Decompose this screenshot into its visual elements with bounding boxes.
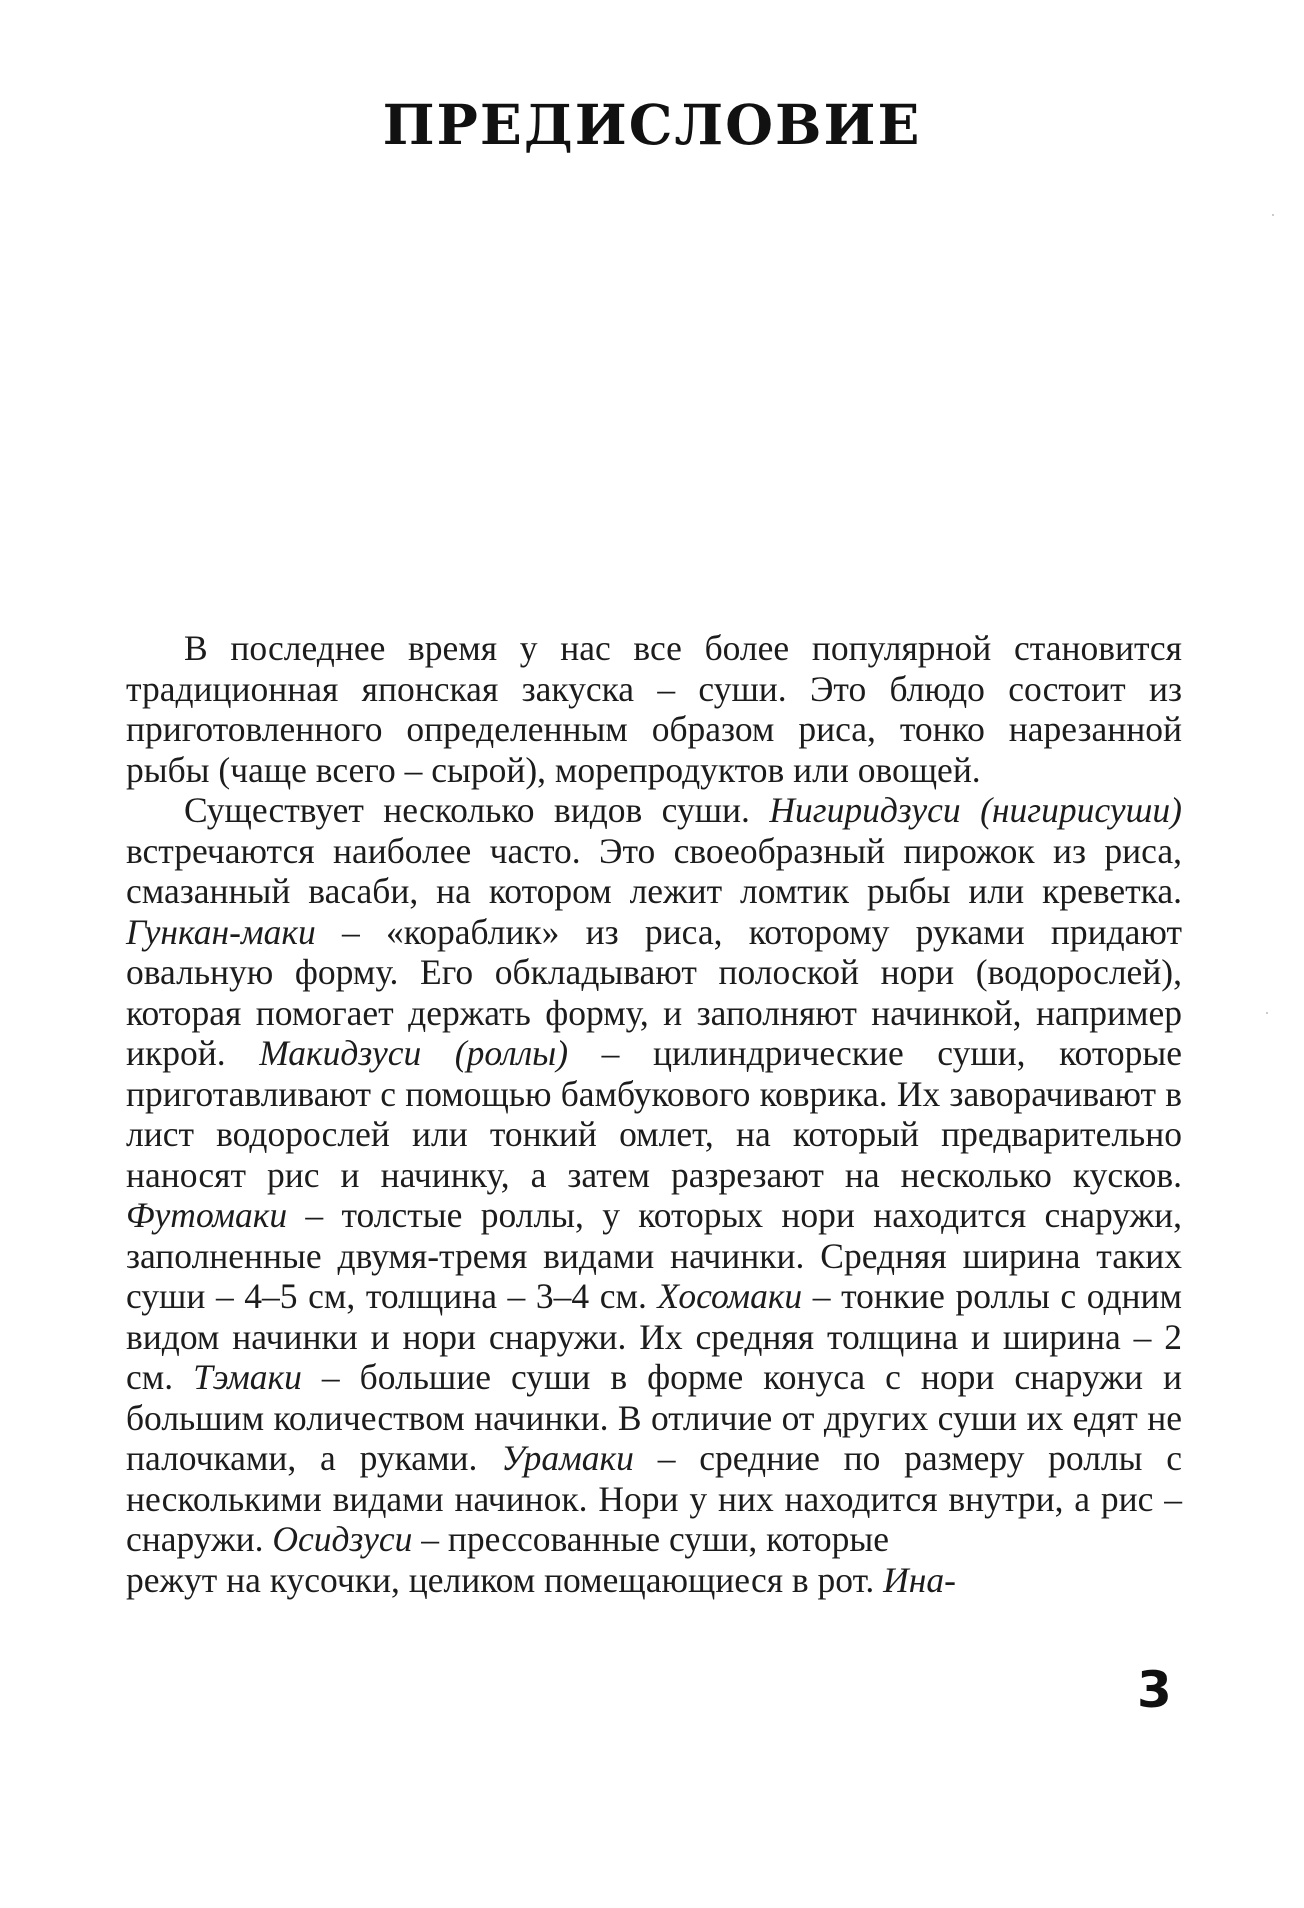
italic-term: Урамаки	[501, 1438, 634, 1478]
page-number: 3	[1137, 1661, 1172, 1719]
text-run: – «кораблик» из риса, которому руками придают овальную форму. Его обкладывают полоской нори (водорослей), которая помогает держать форму, и заполняют начинкой, например икрой.	[126, 911, 1182, 1073]
italic-term: Осидзуси	[272, 1519, 413, 1559]
body-text	[126, 628, 1182, 1600]
italic-term: Тэмаки	[193, 1357, 302, 1397]
text-run: – толстые роллы, у которых нори находится снаружи, заполненные двумя-тремя видами начинки. Средняя ширина таких суши – 4–5 см, толщина – 3–4 см.	[126, 1195, 1182, 1316]
text-run: – прессованные суши, которые	[412, 1519, 890, 1559]
text-run: встречаются наиболее часто. Это своеобразный пирожок из риса, смазанный васаби, на котором лежит ломтик рыбы или креветка.	[126, 830, 1182, 911]
paragraph-1	[126, 628, 1182, 790]
scan-speck	[1272, 214, 1274, 216]
last-line-italic: Ина-	[883, 1559, 956, 1600]
italic-term: Гункан-маки	[126, 911, 316, 952]
text-run: – средние по размеру роллы с несколькими видами начинок. Нори у них находится внутри, а рис – снаружи.	[126, 1438, 1182, 1559]
italic-term: Макидзуси (роллы)	[259, 1033, 569, 1073]
paragraph-2-last-line	[126, 1560, 1182, 1601]
text-run: – цилиндрические суши, которые приготавливают с помощью бамбукового коврика. Их заворачивают в лист водорослей или тонкий омлет, на который предварительно наносят рис и начинку, а затем разрезают на несколько кусков.	[126, 1033, 1182, 1195]
last-line-text: режут на кусочки, целиком помещающиеся в рот.	[126, 1559, 884, 1600]
italic-term: Нигиридзуси (нигирисуши)	[769, 790, 1182, 830]
italic-term: Хосомаки	[657, 1276, 803, 1316]
text-run: В последнее время у нас все более популярной становится традиционная японская закуска – суши. Это блюдо состоит из приготовленного определенным образом риса, тонко нарезанной рыбы (чаще всего – сырой), морепродуктов или овощей.	[126, 628, 1182, 790]
text-run: – большие суши в форме конуса с нори снаружи и большим количеством начинки. В отличие от других суши их едят не палочками, а руками.	[126, 1357, 1182, 1478]
italic-term: Футомаки	[126, 1195, 288, 1235]
paragraph-2	[126, 790, 1182, 1560]
scan-speck	[1266, 1012, 1268, 1014]
text-run: Существует несколько видов суши.	[184, 790, 770, 830]
text-run: – тонкие роллы с одним видом начинки и нори снаружи. Их средняя толщина и ширина – 2 см.	[126, 1276, 1182, 1397]
chapter-heading: ПРЕДИСЛОВИЕ	[382, 92, 922, 157]
